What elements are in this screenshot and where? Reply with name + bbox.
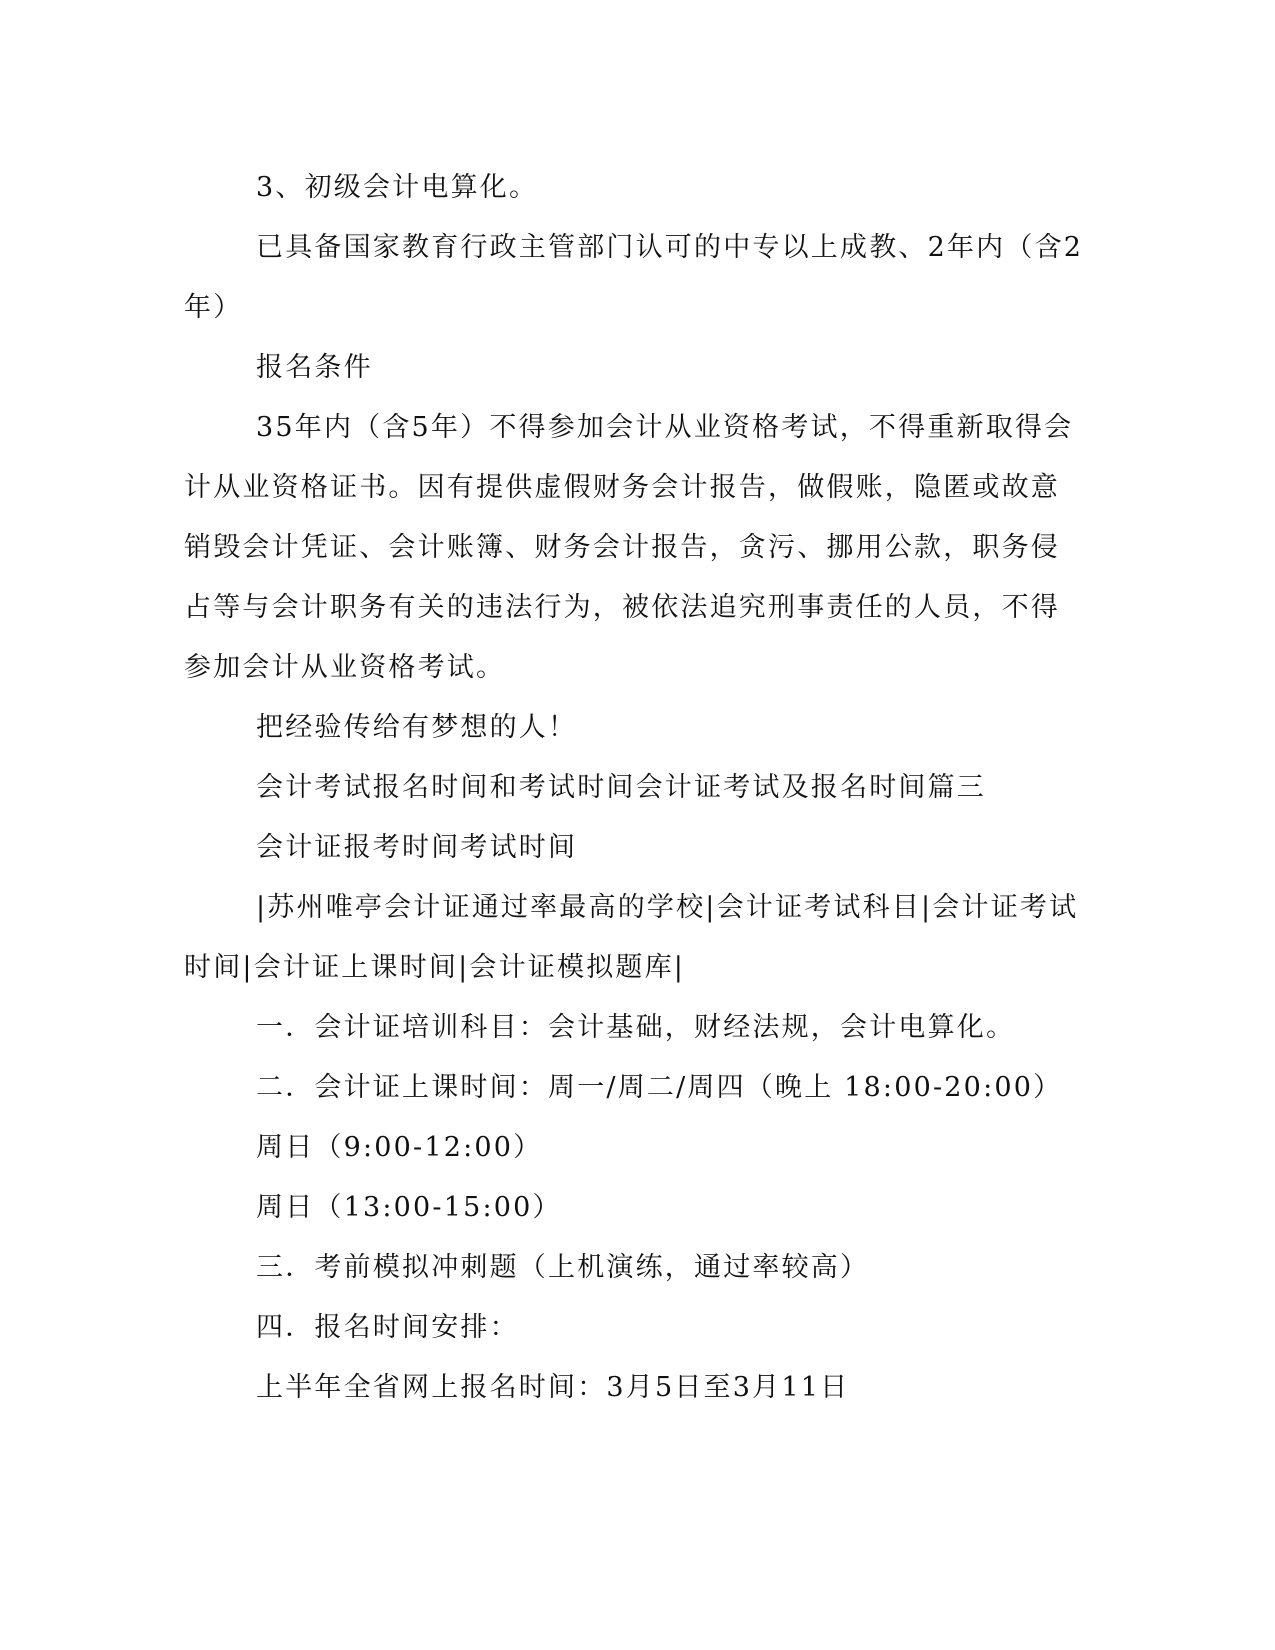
paragraph-education-requirement: 已具备国家教育行政主管部门认可的中专以上成教、2年内（含2年）	[184, 232, 1084, 323]
paragraph-school-links: |苏州唯亭会计证通过率最高的学校|会计证考试科目|会计证考试时间|会计证上课时间|会计证模拟题库|	[184, 892, 1079, 983]
paragraph-class-time-sunday-afternoon: 周日（13:00-15:00）	[256, 1192, 562, 1223]
paragraph-slogan: 把经验传给有梦想的人！	[256, 712, 578, 743]
paragraph-article-title: 会计考试报名时间和考试时间会计证考试及报名时间篇三	[256, 772, 986, 803]
paragraph-class-time-sunday-morning: 周日（9:00-12:00）	[256, 1132, 543, 1163]
paragraph-exam-restrictions: 35年内（含5年）不得参加会计从业资格考试，不得重新取得会计从业资格证书。因有提供虚假财务会计报告，做假账，隐匿或故意销毁会计凭证、会计账簿、财务会计报告，贪污、挪用公款，职务侵占等与会计职务有关的违法行为，被依法追究刑事责任的人员，不得参加会计从业资格考试。	[184, 412, 1074, 683]
paragraph-item-3: 3、初级会计电算化。	[256, 172, 539, 203]
section-heading-registration-conditions: 报名条件	[256, 352, 373, 383]
document-body	[184, 158, 1084, 1418]
paragraph-registration-period: 上半年全省网上报名时间：3月5日至3月11日	[256, 1372, 850, 1403]
paragraph-class-time-weekday: 二．会计证上课时间：周一/周二/周四（晚上 18:00-20:00）	[256, 1072, 1063, 1103]
paragraph-mock-exams: 三．考前模拟冲刺题（上机演练，通过率较高）	[256, 1252, 870, 1283]
paragraph-training-subjects: 一．会计证培训科目：会计基础，财经法规，会计电算化。	[256, 1012, 1016, 1043]
paragraph-registration-schedule-heading: 四．报名时间安排：	[256, 1312, 519, 1343]
paragraph-subtitle: 会计证报考时间考试时间	[256, 832, 578, 863]
